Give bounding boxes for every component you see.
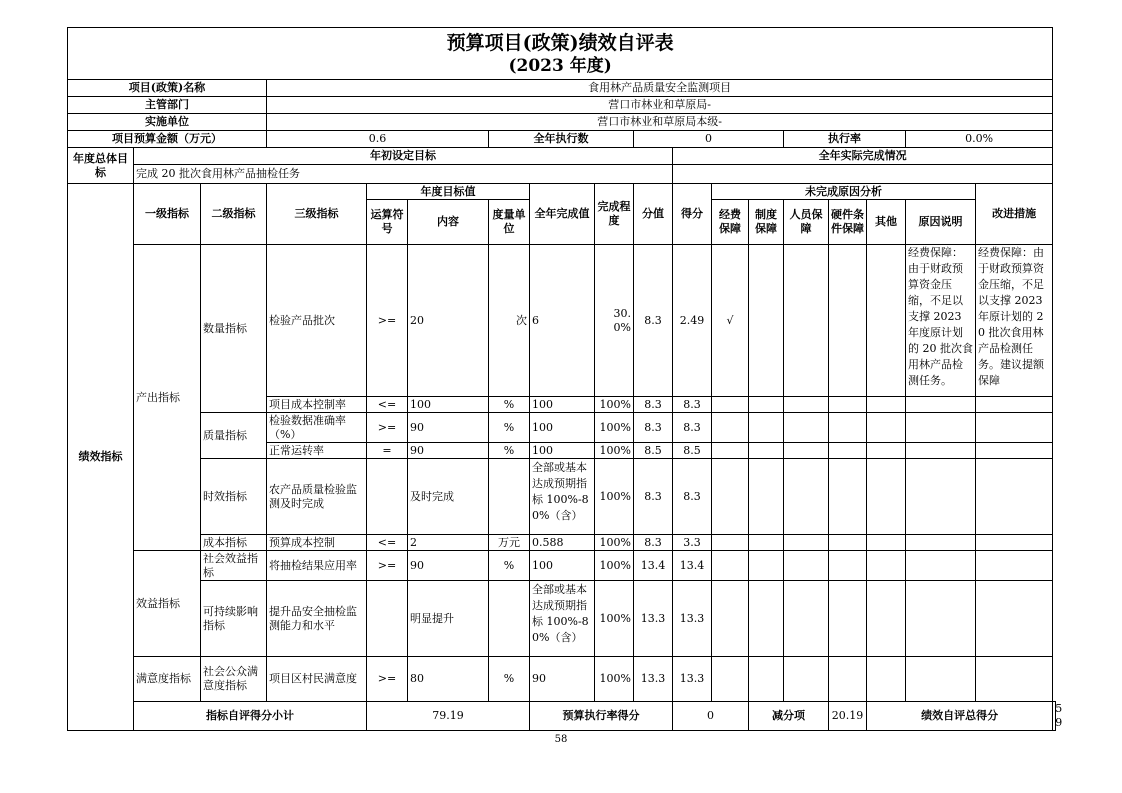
dept-label: 主管部门 [68, 97, 267, 114]
exec-label: 全年执行数 [489, 131, 634, 148]
score-cell: 13.3 [673, 657, 712, 702]
header-full-year: 全年完成值 [530, 184, 595, 245]
content-cell: 90 [408, 443, 489, 459]
empty-cell [906, 459, 976, 535]
rate-label: 执行率 [784, 131, 906, 148]
level3-cell: 将抽检结果应用率 [267, 551, 367, 581]
empty-cell [829, 535, 867, 551]
table-row [68, 657, 1056, 702]
empty-cell [976, 551, 1053, 581]
header-funding: 经费保障 [712, 200, 749, 245]
empty-cell [829, 551, 867, 581]
exec-value: 0 [634, 131, 784, 148]
empty-cell [749, 459, 784, 535]
title-cell [68, 28, 1053, 80]
score-cell: 13.3 [673, 581, 712, 657]
actual-text: 全部或基本达成预期指标 100%-80%（含） [532, 582, 589, 644]
score-cell: 2.49 [673, 245, 712, 397]
level3-cell: 正常运转率 [267, 443, 367, 459]
funding-check-cell: √ [712, 245, 749, 397]
table-row [68, 535, 1056, 551]
empty-cell [749, 535, 784, 551]
exec-score-value: 0 [673, 702, 749, 731]
empty-cell [829, 443, 867, 459]
empty-cell [749, 581, 784, 657]
budget-value: 0.6 [267, 131, 489, 148]
empty-cell [749, 397, 784, 413]
empty-cell [976, 397, 1053, 413]
empty-cell [906, 413, 976, 443]
empty-cell [784, 413, 829, 443]
total-value: 59 [1053, 702, 1056, 731]
hardware-cell [829, 245, 867, 397]
empty-cell [712, 551, 749, 581]
unit-cell: % [489, 551, 530, 581]
empty-cell [784, 459, 829, 535]
header-system: 制度保障 [749, 200, 784, 245]
header-hardware: 硬件条件保障 [829, 200, 867, 245]
empty-cell [829, 657, 867, 702]
performance-evaluation-table [67, 27, 1063, 731]
empty-cell [976, 657, 1053, 702]
operator-cell: = [367, 443, 408, 459]
exec-score-label: 预算执行率得分 [530, 702, 673, 731]
empty-cell [712, 657, 749, 702]
actual-cell: 100 [530, 443, 595, 459]
empty-cell [976, 413, 1053, 443]
table-row [68, 551, 1056, 581]
content-cell: 2 [408, 535, 489, 551]
subtotal-value: 79.19 [367, 702, 530, 731]
page-subtitle: (2023 年度) [508, 55, 612, 76]
actual-cell: 100 [530, 413, 595, 443]
empty-cell [784, 397, 829, 413]
completion-cell: 100% [595, 413, 634, 443]
unit-cell: % [489, 397, 530, 413]
empty-cell [712, 535, 749, 551]
operator-cell [367, 459, 408, 535]
footer-row [68, 702, 1056, 731]
empty-cell [906, 551, 976, 581]
table-row [68, 581, 1056, 657]
empty-cell [867, 459, 906, 535]
perf-indicators-label: 绩效指标 [68, 184, 134, 731]
level3-cell: 检验数据准确率（%） [267, 413, 367, 443]
empty-cell [749, 657, 784, 702]
empty-cell [906, 397, 976, 413]
empty-cell [867, 443, 906, 459]
completion-cell: 100% [595, 443, 634, 459]
completion-cell: 100% [595, 535, 634, 551]
score-cell: 8.5 [673, 443, 712, 459]
content-cell: 明显提升 [408, 581, 489, 657]
header-score-value: 分值 [634, 184, 673, 245]
empty-cell [867, 551, 906, 581]
empty-cell [749, 413, 784, 443]
goal-set-header: 年初设定目标 [134, 148, 673, 165]
empty-cell [976, 443, 1053, 459]
operator-cell [367, 581, 408, 657]
empty-cell [784, 657, 829, 702]
level2-public-satisfaction: 社会公众满意度指标 [201, 657, 267, 702]
goal-actual-value [673, 165, 1053, 184]
level2-cost: 成本指标 [201, 535, 267, 551]
improve-text: 经费保障：由于财政预算资金压缩，不足以支撑 2023 年原计划的 20 批次食用林产品检测任务。建议提额保障 [978, 246, 1044, 387]
budget-label: 项目预算金额（万元） [68, 131, 267, 148]
staff-cell [784, 245, 829, 397]
empty-cell [749, 443, 784, 459]
level1-output: 产出指标 [134, 245, 201, 551]
empty-cell [829, 581, 867, 657]
page-title: 预算项目(政策)绩效自评表 [446, 31, 674, 54]
level3-cell: 提升品安全抽检监测能力和水平 [267, 581, 367, 657]
rate-value: 0.0% [906, 131, 1053, 148]
empty-cell [906, 657, 976, 702]
weight-cell: 8.3 [634, 245, 673, 397]
actual-cell: 0.588 [530, 535, 595, 551]
score-cell: 8.3 [673, 397, 712, 413]
completion-cell: 100% [595, 581, 634, 657]
empty-cell [906, 443, 976, 459]
deduct-label: 减分项 [749, 702, 829, 731]
actual-cell: 100 [530, 551, 595, 581]
level3-cell: 预算成本控制 [267, 535, 367, 551]
empty-cell [867, 535, 906, 551]
weight-cell: 8.3 [634, 397, 673, 413]
header-improve: 改进措施 [976, 184, 1053, 245]
empty-cell [976, 581, 1053, 657]
empty-cell [867, 397, 906, 413]
actual-cell: 90 [530, 657, 595, 702]
empty-cell [712, 397, 749, 413]
operator-cell: >= [367, 657, 408, 702]
level2-sustainable: 可持续影响指标 [201, 581, 267, 657]
header-level3: 三级指标 [267, 184, 367, 245]
actual-cell: 6 [530, 245, 595, 397]
score-cell: 13.4 [673, 551, 712, 581]
goal-set-value: 完成 20 批次食用林产品抽检任务 [134, 165, 673, 184]
improve-cell [976, 245, 1053, 397]
deduct-value: 20.19 [829, 702, 867, 731]
weight-cell: 8.3 [634, 413, 673, 443]
weight-cell: 8.3 [634, 459, 673, 535]
reason-cell [906, 245, 976, 397]
total-label: 绩效自评总得分 [867, 702, 1053, 731]
empty-cell [784, 581, 829, 657]
completion-cell: 30.0% [595, 245, 634, 397]
empty-cell [784, 443, 829, 459]
header-annual-target: 年度目标值 [367, 184, 530, 200]
header-completion: 完成程度 [595, 184, 634, 245]
operator-cell: >= [367, 413, 408, 443]
table-row [68, 245, 1056, 397]
empty-cell [906, 581, 976, 657]
empty-cell [867, 581, 906, 657]
empty-cell [829, 413, 867, 443]
unit-cell: % [489, 443, 530, 459]
content-cell: 20 [408, 245, 489, 397]
table-row [68, 459, 1056, 535]
completion-cell: 100% [595, 551, 634, 581]
header-reason: 原因说明 [906, 200, 976, 245]
score-cell: 3.3 [673, 535, 712, 551]
actual-cell: 100 [530, 397, 595, 413]
empty-cell [712, 443, 749, 459]
header-content: 内容 [408, 200, 489, 245]
level1-satisfaction: 满意度指标 [134, 657, 201, 702]
system-cell [749, 245, 784, 397]
weight-cell: 13.3 [634, 657, 673, 702]
empty-cell [712, 413, 749, 443]
header-level2: 二级指标 [201, 184, 267, 245]
unit-label: 实施单位 [68, 114, 267, 131]
actual-cell [530, 581, 595, 657]
subtotal-label: 指标自评得分小计 [134, 702, 367, 731]
unit-cell [489, 581, 530, 657]
level2-quantity: 数量指标 [201, 245, 267, 413]
empty-cell [906, 535, 976, 551]
empty-cell [867, 657, 906, 702]
empty-cell [712, 459, 749, 535]
project-name-label: 项目(政策)名称 [68, 80, 267, 97]
project-name-value: 食用林产品质量安全监测项目 [267, 80, 1053, 97]
empty-cell [784, 535, 829, 551]
level2-timeliness: 时效指标 [201, 459, 267, 535]
header-operator: 运算符号 [367, 200, 408, 245]
unit-cell: % [489, 657, 530, 702]
level3-cell: 项目区村民满意度 [267, 657, 367, 702]
level1-benefit: 效益指标 [134, 551, 201, 657]
level3-cell: 项目成本控制率 [267, 397, 367, 413]
level3-cell: 检验产品批次 [267, 245, 367, 397]
dept-value: 营口市林业和草原局- [267, 97, 1053, 114]
operator-cell: >= [367, 245, 408, 397]
goal-actual-header: 全年实际完成情况 [673, 148, 1053, 165]
annual-goal-label: 年度总体目标 [68, 148, 134, 184]
header-score: 得分 [673, 184, 712, 245]
level2-quality: 质量指标 [201, 413, 267, 459]
completion-cell: 100% [595, 657, 634, 702]
content-cell: 90 [408, 413, 489, 443]
empty-cell [976, 535, 1053, 551]
other-cell [867, 245, 906, 397]
score-cell: 8.3 [673, 459, 712, 535]
completion-cell: 100% [595, 459, 634, 535]
unit-cell: 次 [489, 245, 530, 397]
unit-cell: 万元 [489, 535, 530, 551]
operator-cell: >= [367, 551, 408, 581]
unit-cell: % [489, 413, 530, 443]
empty-cell [867, 413, 906, 443]
content-cell: 100 [408, 397, 489, 413]
completion-cell: 100% [595, 397, 634, 413]
empty-cell [712, 581, 749, 657]
operator-cell: <= [367, 397, 408, 413]
header-level1: 一级指标 [134, 184, 201, 245]
page-number: 58 [554, 734, 568, 745]
empty-cell [829, 459, 867, 535]
actual-cell [530, 459, 595, 535]
table-row [68, 413, 1056, 443]
empty-cell [829, 397, 867, 413]
reason-text: 经费保障：由于财政预算资金压缩，不足以支撑 2023 年度原计划的 20 批次食用林产品检测任务。 [908, 246, 973, 387]
unit-value: 营口市林业和草原局本级- [267, 114, 1053, 131]
operator-cell: <= [367, 535, 408, 551]
empty-cell [784, 551, 829, 581]
weight-cell: 13.3 [634, 581, 673, 657]
header-reason-analysis: 未完成原因分析 [712, 184, 976, 200]
content-cell: 80 [408, 657, 489, 702]
level2-social-benefit: 社会效益指标 [201, 551, 267, 581]
header-other: 其他 [867, 200, 906, 245]
empty-cell [976, 459, 1053, 535]
weight-cell: 8.5 [634, 443, 673, 459]
level3-cell: 农产品质量检验监测及时完成 [267, 459, 367, 535]
actual-text: 全部或基本达成预期指标 100%-80%（含） [532, 460, 589, 522]
score-cell: 8.3 [673, 413, 712, 443]
weight-cell: 8.3 [634, 535, 673, 551]
content-cell: 90 [408, 551, 489, 581]
empty-cell [749, 551, 784, 581]
content-cell: 及时完成 [408, 459, 489, 535]
unit-cell [489, 459, 530, 535]
header-unit: 度量单位 [489, 200, 530, 245]
weight-cell: 13.4 [634, 551, 673, 581]
header-staff: 人员保障 [784, 200, 829, 245]
